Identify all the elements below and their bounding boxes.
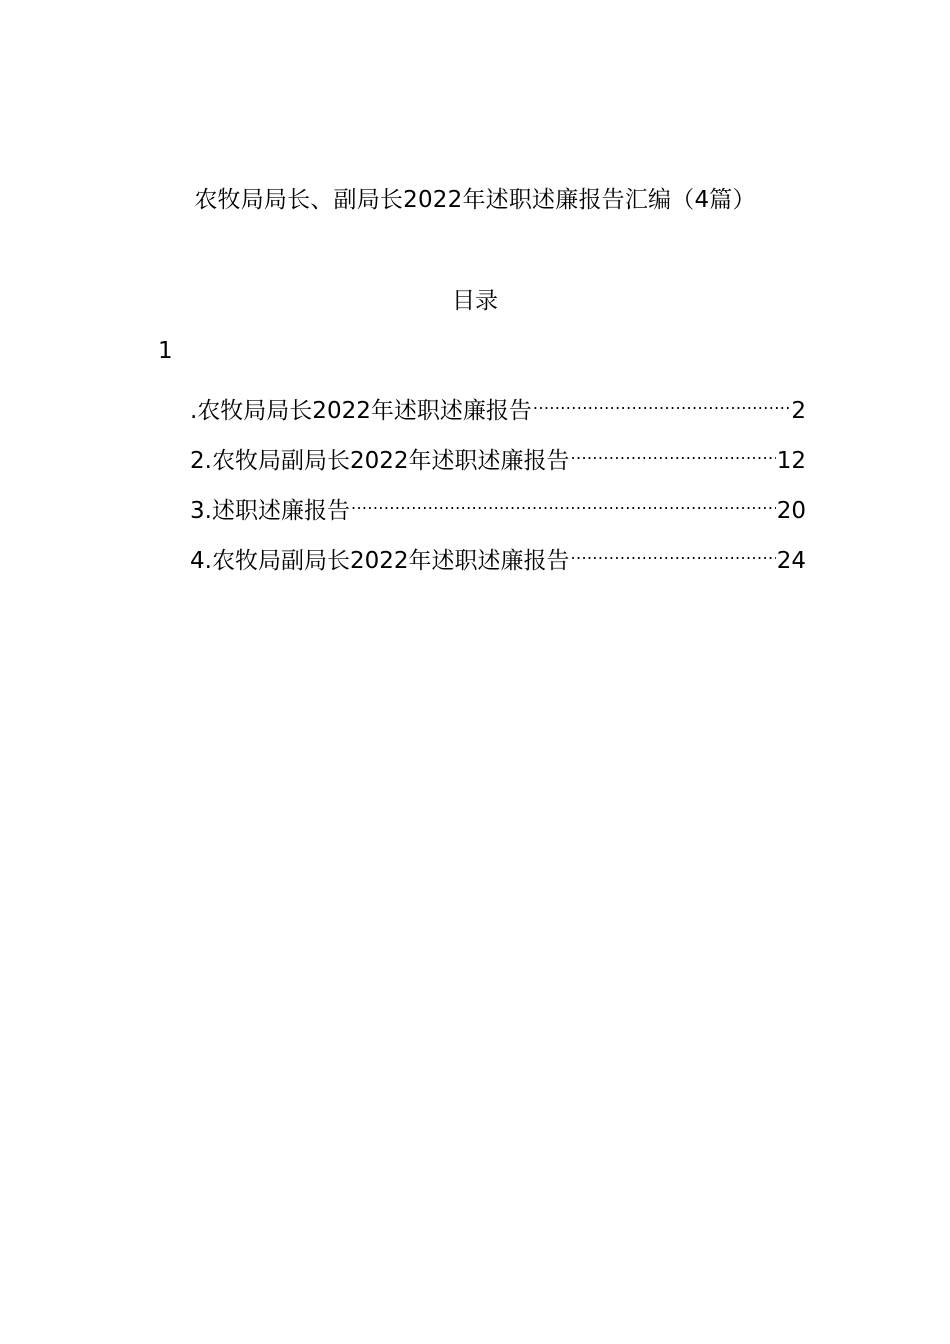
table-of-contents [190,382,806,582]
toc-dot-leader [533,382,791,418]
toc-heading: 目录 [452,288,498,314]
toc-dot-leader [570,432,775,468]
toc-entry-1[interactable] [190,382,806,432]
toc-entry-page: 2 [791,398,806,424]
toc-dot-leader [351,482,776,518]
toc-entry-label: .农牧局局长2022年述职述廉报告 [190,398,532,424]
toc-entry-4[interactable] [190,532,806,582]
toc-entry-page: 12 [776,448,806,474]
document-title: 农牧局局长、副局长2022年述职述廉报告汇编（4篇） [194,187,756,213]
toc-entry-page: 20 [776,498,806,524]
toc-entry-label: 4.农牧局副局长2022年述职述廉报告 [190,548,570,574]
toc-entry-2[interactable] [190,432,806,482]
toc-entry-label: 2.农牧局副局长2022年述职述廉报告 [190,448,570,474]
toc-entry-3[interactable] [190,482,806,532]
toc-dot-leader [570,532,775,568]
toc-entry-label: 3.述职述廉报告 [190,498,350,524]
toc-entry-page: 24 [776,548,806,574]
stray-number: 1 [158,338,173,364]
